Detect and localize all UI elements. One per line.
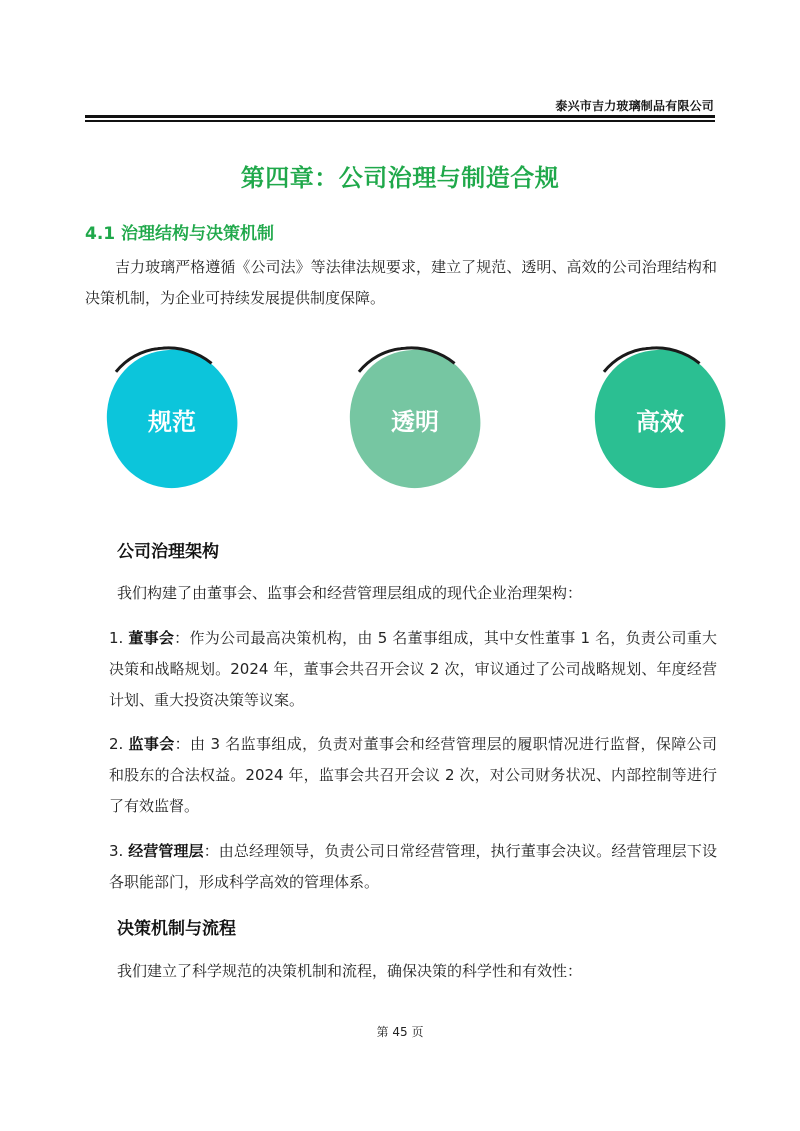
governance-item-board [109,623,717,716]
item-lead: 经营管理层 [128,842,204,860]
governance-heading: 公司治理架构 [117,542,219,562]
decision-heading: 决策机制与流程 [117,919,236,939]
header-company-name: 泰兴市吉力玻璃制品有限公司 [555,99,714,113]
badge-transparent [343,344,487,495]
badge-label: 规范 [148,407,196,436]
page-number: 第 45 页 [376,1025,424,1039]
badge-standardized [100,344,244,495]
header-rule-thick [85,115,715,118]
principle-badges [0,350,800,490]
item-text: ：由总经理领导，负责公司日常经营管理，执行董事会决议。经营管理层下设各职能部门，形成科学高效的管理体系。 [109,842,717,891]
governance-item-supervisors [109,729,717,822]
governance-item-management [109,836,717,898]
section-intro: 吉力玻璃严格遵循《公司法》等法律法规要求，建立了规范、透明、高效的公司治理结构和决策机制，为企业可持续发展提供制度保障。 [85,258,717,307]
badge-efficient [588,344,732,495]
item-text: ：作为公司最高决策机构，由 5 名董事组成，其中女性董事 1 名，负责公司重大决策和战略规划。2024 年，董事会共召开会议 2 次，审议通过了公司战略规划、年度经营计划、重大投资决策等议案。 [109,629,717,709]
item-text: ：由 3 名监事组成，负责对董事会和经营管理层的履职情况进行监督，保障公司和股东的合法权益。2024 年，监事会共召开会议 2 次，对公司财务状况、内部控制等进行了有效监督。 [109,735,717,815]
badge-label: 高效 [636,407,684,436]
item-lead: 监事会 [128,735,175,753]
governance-intro: 我们构建了由董事会、监事会和经营管理层组成的现代企业治理架构： [117,584,583,602]
item-index: 3. [109,842,129,860]
section-title: 4.1 治理结构与决策机制 [85,224,275,244]
item-index: 2. [109,735,129,753]
header-rule-thin [85,120,715,122]
item-index: 1. [109,629,129,647]
chapter-title: 第四章：公司治理与制造合规 [240,164,560,192]
badge-label: 透明 [391,407,439,436]
item-lead: 董事会 [128,629,175,647]
decision-intro: 我们建立了科学规范的决策机制和流程，确保决策的科学性和有效性： [117,962,583,980]
